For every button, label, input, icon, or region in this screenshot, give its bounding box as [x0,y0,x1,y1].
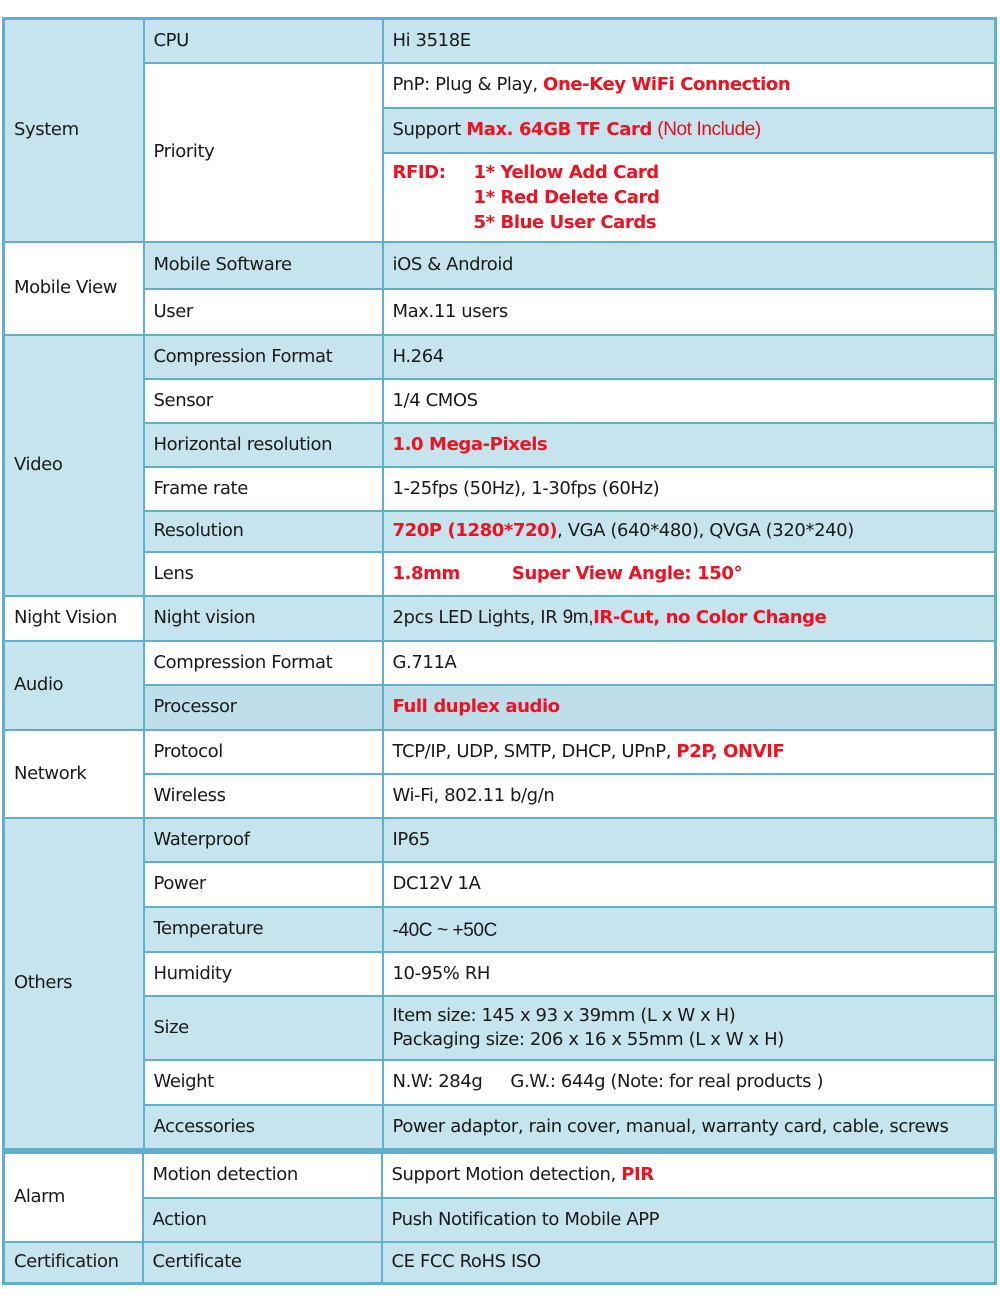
spec-label: Weight [144,1060,383,1105]
spec-label: Mobile Software [144,242,383,289]
group-alarm: Alarm [4,1153,143,1242]
spec-value: 1/4 CMOS [383,379,996,423]
size-item: Item size: 145 x 93 x 39mm (L x W x H) [392,1004,736,1026]
spec-label: Wireless [144,774,383,818]
spec-value [383,552,996,596]
spec-label: Processor [144,685,383,730]
tf-highlight: Max. 64GB TF Card [466,119,652,140]
spec-label: Frame rate [144,467,383,511]
motion-text: Support Motion detection, [391,1164,622,1186]
spec-value [382,1153,996,1198]
table-row [4,289,996,335]
spec-value: 1.0 Mega-Pixels [383,423,996,467]
table-row [4,1105,996,1150]
spec-label: Motion detection [143,1153,382,1198]
night-text: 2pcs LED Lights, IR [392,607,563,628]
spec-label: CPU [144,19,383,63]
group-certification: Certification [4,1242,143,1284]
spec-label: Power [144,862,383,907]
motion-highlight: PIR [621,1164,654,1186]
group-night-vision: Night Vision [4,596,144,641]
spec-label: Resolution [144,511,383,552]
table-row [4,1198,996,1242]
table-row [4,423,996,467]
spec-value [383,511,996,552]
spec-value: DC12V 1A [383,862,996,907]
table-row [4,1153,996,1198]
table-row [4,862,996,907]
rfid-value [383,153,996,242]
spec-value [383,63,996,108]
rfid-item: 1* Yellow Add Card [473,161,659,183]
spec-value: Max.11 users [383,289,996,335]
spec-value: Push Notification to Mobile APP [382,1198,996,1242]
rfid-item: 5* Blue User Cards [473,211,657,233]
night-distance: 9m, [562,607,594,628]
spec-label: Protocol [144,730,383,774]
table-row [4,818,996,862]
protocol-highlight: P2P, ONVIF [676,740,785,762]
spec-table-alarm [2,1151,997,1285]
night-highlight: IR-Cut, no Color Change [593,607,827,628]
weight-gw: G.W.: 644g (Note: for real products ) [510,1071,824,1092]
spec-value: G.711A [383,641,996,685]
rfid-label: RFID: [392,161,446,183]
table-row [4,996,996,1060]
pnp-text: PnP: Plug & Play, [392,74,544,95]
table-row [4,1060,996,1105]
tf-note: (Not Include) [657,119,761,140]
table-row [4,335,996,379]
spec-label: Sensor [144,379,383,423]
tf-text: Support [392,119,467,140]
spec-value [383,596,996,641]
table-row [4,242,996,289]
spec-label: Temperature [144,907,383,952]
spec-label: Accessories [144,1105,383,1150]
spec-label: Lens [144,552,383,596]
spec-value: CE FCC RoHS ISO [382,1242,996,1284]
table-row [4,641,996,685]
spec-label: Night vision [144,596,383,641]
table-row [4,596,996,641]
spec-value: 1-25fps (50Hz), 1-30fps (60Hz) [383,467,996,511]
spec-label: Waterproof [144,818,383,862]
group-network: Network [4,730,144,818]
group-system: System [4,19,144,242]
table-row [4,552,996,596]
table-row [4,774,996,818]
group-others: Others [4,818,144,1150]
rfid-item: 1* Red Delete Card [473,186,660,208]
spec-label: Action [143,1198,382,1242]
spec-label: Horizontal resolution [144,423,383,467]
protocol-text: TCP/IP, UDP, SMTP, DHCP, UPnP, [392,740,677,762]
lens-focal: 1.8mm [392,562,460,584]
weight-nw: N.W: 284g [392,1071,483,1092]
group-mobile-view: Mobile View [4,242,144,335]
size-packaging: Packaging size: 206 x 16 x 55mm (L x W x H) [392,1028,784,1050]
table-row [4,379,996,423]
resolution-highlight: 720P (1280*720) [392,520,558,541]
table-row [4,511,996,552]
group-video: Video [4,335,144,596]
spec-value: H.264 [383,335,996,379]
spec-value [383,730,996,774]
spec-value: Power adaptor, rain cover, manual, warranty card, cable, screws [383,1105,996,1150]
lens-angle: Super View Angle: 150° [511,562,743,584]
spec-table-main [2,17,997,1151]
spec-label: Compression Format [144,335,383,379]
spec-value [383,996,996,1060]
table-row [4,63,996,108]
spec-label: Priority [144,63,383,242]
table-row [4,1242,996,1284]
table-row [4,952,996,996]
table-row [4,907,996,952]
spec-value: -40C ~ +50C [383,907,996,952]
spec-value: 10-95% RH [383,952,996,996]
spec-label: Certificate [143,1242,382,1284]
spec-value [383,108,996,153]
table-row [4,19,996,63]
spec-value: IP65 [383,818,996,862]
group-audio: Audio [4,641,144,730]
spec-label: Humidity [144,952,383,996]
spec-value: Wi-Fi, 802.11 b/g/n [383,774,996,818]
spec-value [383,1060,996,1105]
table-row [4,685,996,730]
resolution-rest: , VGA (640*480), QVGA (320*240) [557,520,854,541]
spec-label: Compression Format [144,641,383,685]
pnp-highlight: One-Key WiFi Connection [543,74,791,95]
spec-label: Size [144,996,383,1060]
spec-value: Hi 3518E [383,19,996,63]
table-row [4,467,996,511]
spec-value: iOS & Android [383,242,996,289]
spec-label: User [144,289,383,335]
spec-value: Full duplex audio [383,685,996,730]
table-row [4,730,996,774]
